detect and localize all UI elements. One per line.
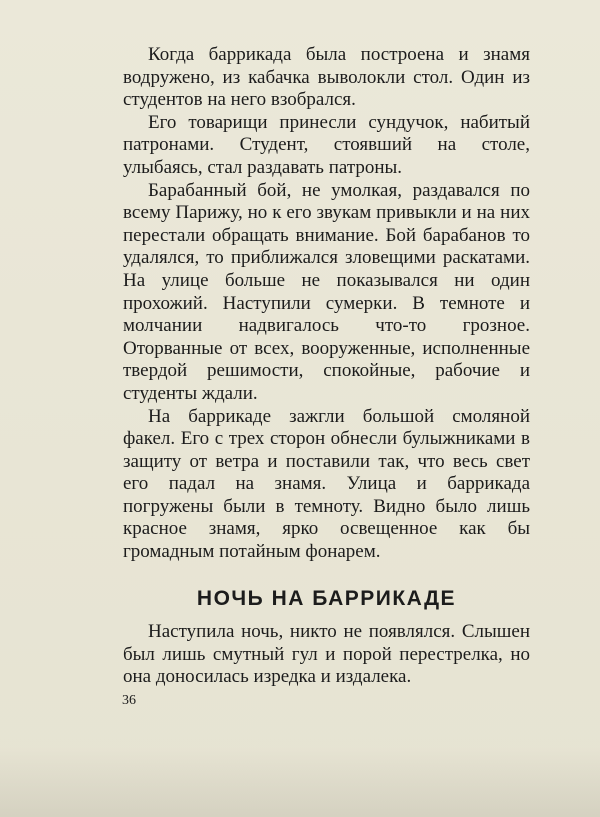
paragraph: Его товарищи принесли сундучок, набитый патронами. Студент, стоявший на столе, улыбаясь, стал раздавать патроны.: [123, 111, 530, 178]
paragraph: На баррикаде зажгли большой смоляной факел. Его с трех сторон обнесли булыжниками в защиту от ветра и поставили так, что весь свет его падал на знамя. Улица и баррикада погружены были в темноту. Видно было лишь красное знамя, ярко освещенное как бы громадным потайным фонарем.: [123, 405, 530, 563]
section-heading: НОЧЬ НА БАРРИКАДЕ: [196, 587, 457, 610]
section-text: [123, 621, 530, 689]
main-text: [123, 44, 530, 564]
page-number: 36: [122, 693, 136, 708]
paragraph: Барабанный бой, не умолкая, раздавался по всему Парижу, но к его звукам привыкли и на них перестали обращать внимание. Бой барабанов то удалялся, то приближался зловещими раскатами. На улице больше не показывался ни один прохожий. Наступили сумерки. В темноте и молчании надвигалось что-то грозное. Оторванные от всех, вооруженные, исполненные твердой решимости, спокойные, рабочие и студенты ждали.: [123, 179, 530, 404]
paragraph: Наступила ночь, никто не появлялся. Слышен был лишь смутный гул и порой перестрелка, но она доносилась изредка и издалека.: [123, 621, 530, 688]
paragraph: Когда баррикада была построена и знамя водружено, из кабачка выволокли стол. Один из студентов на него взобрался.: [123, 44, 530, 111]
